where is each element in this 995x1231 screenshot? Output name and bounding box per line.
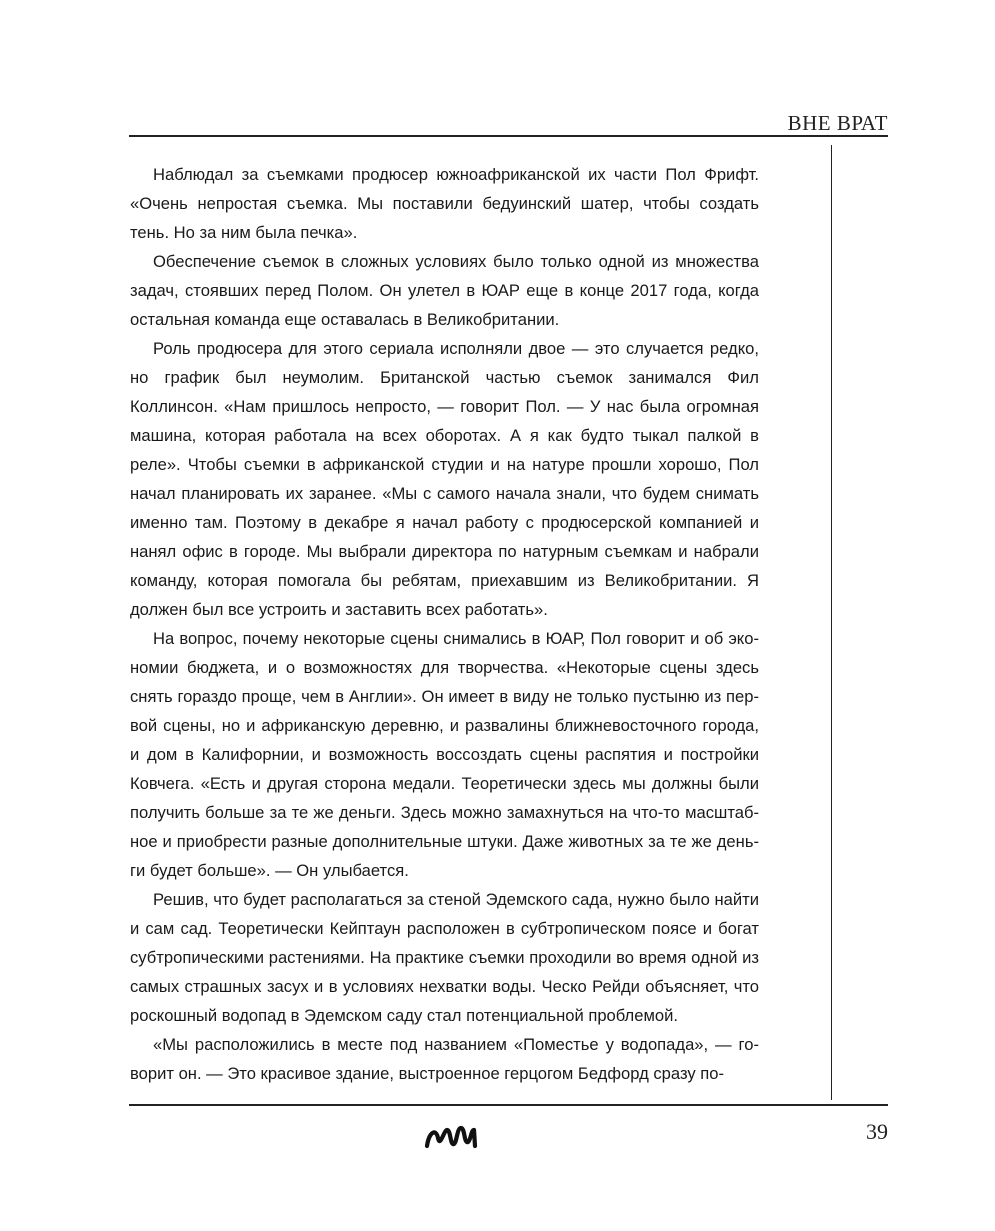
paragraph: «Мы расположились в месте под названием «Поместье у водопада», — говорит он. — Это красивое здание, выстроенное герцогом Бедфорд сразу по-: [130, 1035, 759, 1083]
publisher-wave-logo-icon: [424, 1122, 478, 1152]
running-title: ВНЕ ВРАТ: [787, 111, 888, 135]
page-number: 39: [866, 1119, 888, 1144]
paragraph: Решив, что будет располагаться за стеной Эдемского сада, нужно было найти и сам сад. Теоретически Кейптаун расположен в субтропическом поясе и богат субтропическими растениями. На практике съемки проходили во время одной из самых страшных засух и в условиях нехватки воды. Ческо Рейди объясняет, что роскошный водопад в Эдемском саду стал потенциальной проблемой.: [130, 890, 759, 1025]
paragraph: Обеспечение съемок в сложных условиях было только одной из множества задач, стоявших перед Полом. Он улетел в ЮАР еще в конце 2017 года, когда остальная команда еще оставалась в Великобритании.: [130, 252, 759, 329]
margin-rule: [831, 145, 832, 1100]
header-rule: [129, 135, 888, 137]
paragraph: Роль продюсера для этого сериала исполняли двое — это случается редко, но график был неумолим. Британской частью съемок занимался Фил Коллинсон. «Нам пришлось непросто, — говорит Пол. — У нас была огромная машина, которая работала на всех оборотах. А я как будто тыкал палкой в реле». Чтобы съемки в африканской студии и на натуре прошли хорошо, Пол начал планировать их заранее. «Мы с самого начала знали, что будем снимать именно там. Поэтому в декабре я начал работу с продюсерской компанией и нанял офис в городе. Мы выбрали директора по натурным съемкам и набрали команду, которая помогала бы ребятам, приехавшим из Великобритании. Я должен был все устроить и заставить всех работать».: [130, 339, 759, 619]
footer-rule: [129, 1104, 888, 1106]
body-text: [130, 160, 759, 1088]
paragraph: Наблюдал за съемками продюсер южноафриканской их части Пол Фрифт. «Очень непростая съемка. Мы поставили бедуинский шатер, чтобы создать тень. Но за ним была печка».: [130, 165, 759, 242]
paragraph: На вопрос, почему некоторые сцены снимались в ЮАР, Пол говорит и об экономии бюджета, и о возможностях для творчества. «Некоторые сцены здесь снять гораздо проще, чем в Англии». Он имеет в виду не только пустыню из первой сцены, но и африканскую деревню, и развалины ближневосточного города, и дом в Калифорнии, и возможность воссоздать сцены распятия и постройки Ковчега. «Есть и другая сторона медали. Теоретически здесь мы должны были получить больше за те же деньги. Здесь можно замахнуться на что-то масштабное и приобрести разные дополнительные штуки. Даже животных за те же деньги будет больше». — Он улыбается.: [130, 629, 759, 880]
